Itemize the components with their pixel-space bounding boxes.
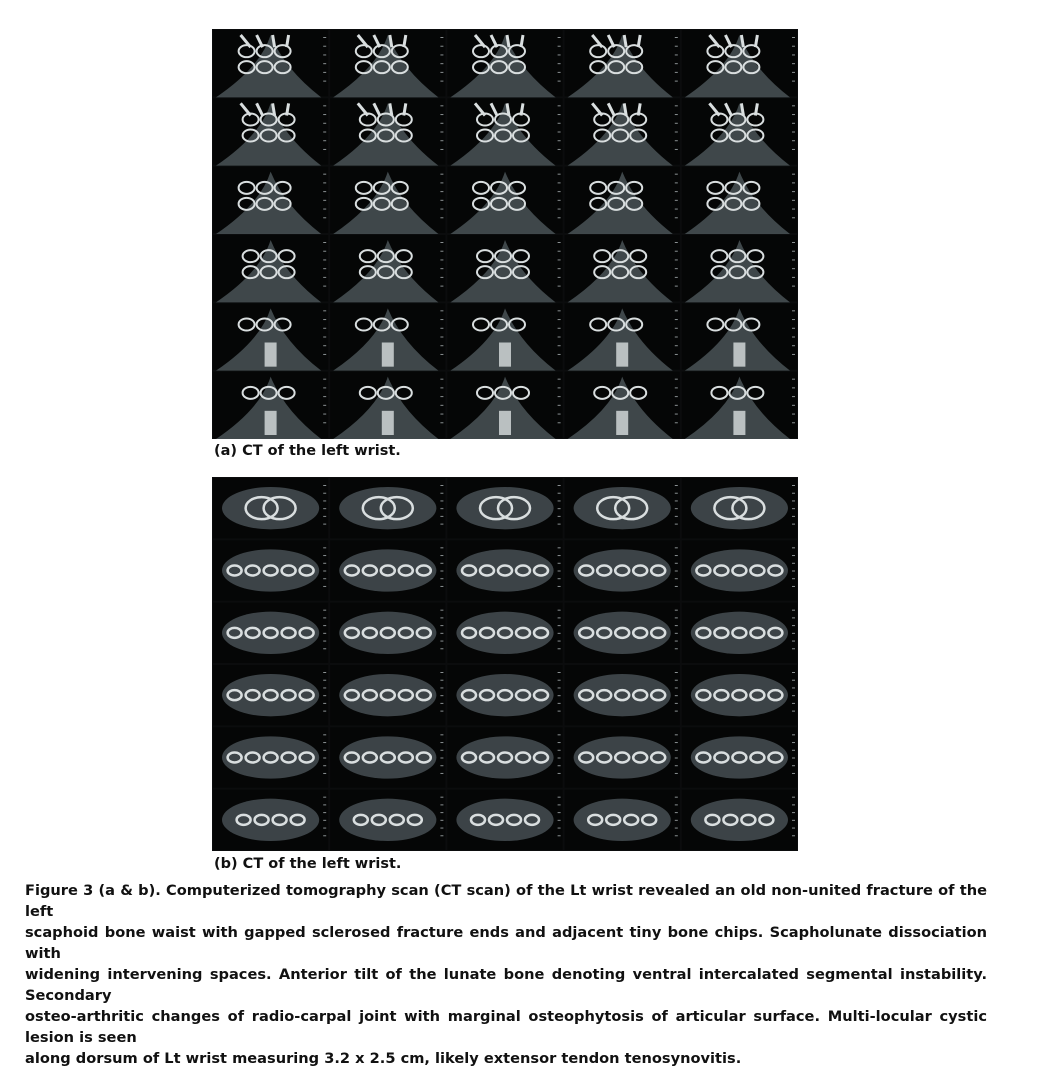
coronal-slice xyxy=(447,372,562,439)
coronal-slice xyxy=(447,235,562,302)
panel-b-caption: (b) CT of the left wrist. xyxy=(214,856,402,872)
figure-caption-line: Figure 3 (a & b). Computerized tomography scan (CT scan) of the Lt wrist revealed an old non-united fracture of the left xyxy=(25,882,987,920)
axial-slice xyxy=(682,478,797,538)
axial-slice xyxy=(330,540,445,600)
axial-slice xyxy=(447,603,562,663)
coronal-slice xyxy=(330,98,445,165)
coronal-slice xyxy=(330,303,445,370)
axial-slice xyxy=(213,603,328,663)
coronal-slice xyxy=(565,167,680,234)
coronal-slice xyxy=(213,98,328,165)
axial-slice xyxy=(682,665,797,725)
coronal-slice xyxy=(213,372,328,439)
coronal-slice xyxy=(682,303,797,370)
axial-slice xyxy=(213,790,328,850)
panel-a-caption: (a) CT of the left wrist. xyxy=(214,443,401,459)
figure-caption-line: widening intervening spaces. Anterior tilt of the lunate bone denoting ventral intercalated segmental instability. Secondary xyxy=(25,966,987,1004)
axial-slice xyxy=(682,727,797,787)
coronal-slice xyxy=(213,303,328,370)
axial-slice xyxy=(213,540,328,600)
axial-slice xyxy=(682,603,797,663)
coronal-slice xyxy=(213,235,328,302)
coronal-slice xyxy=(682,372,797,439)
axial-slice xyxy=(330,727,445,787)
axial-slice xyxy=(565,603,680,663)
coronal-slice xyxy=(330,167,445,234)
coronal-slice xyxy=(565,235,680,302)
figure-caption-line: scaphoid bone waist with gapped sclerosed fracture ends and adjacent tiny bone chips. Scapholunate dissociation with xyxy=(25,924,987,962)
axial-slice xyxy=(330,603,445,663)
coronal-slice xyxy=(213,30,328,97)
axial-slice xyxy=(330,665,445,725)
coronal-slice xyxy=(447,98,562,165)
axial-slice xyxy=(447,540,562,600)
coronal-slice xyxy=(330,235,445,302)
coronal-slice xyxy=(565,98,680,165)
figure-caption-line: along dorsum of Lt wrist measuring 3.2 x 2.5 cm, likely extensor tendon tenosynovitis. xyxy=(25,1050,742,1067)
axial-slice xyxy=(565,665,680,725)
axial-slice xyxy=(213,727,328,787)
axial-slice xyxy=(447,478,562,538)
coronal-slice xyxy=(682,235,797,302)
axial-slice xyxy=(682,790,797,850)
ct-film-coronal xyxy=(212,29,798,439)
coronal-slice xyxy=(213,167,328,234)
coronal-slice xyxy=(447,30,562,97)
axial-slice xyxy=(330,790,445,850)
axial-slice xyxy=(447,790,562,850)
coronal-slice xyxy=(682,98,797,165)
axial-slice xyxy=(447,665,562,725)
axial-slice xyxy=(565,727,680,787)
coronal-slice xyxy=(565,303,680,370)
coronal-slice xyxy=(682,167,797,234)
figure-caption xyxy=(25,880,987,1069)
coronal-slice xyxy=(565,372,680,439)
axial-slice xyxy=(565,540,680,600)
coronal-slice xyxy=(447,167,562,234)
ct-film-axial xyxy=(212,477,798,851)
coronal-slice xyxy=(330,372,445,439)
axial-slice xyxy=(565,478,680,538)
figure-caption-line: osteo-arthritic changes of radio-carpal joint with marginal osteophytosis of articular surface. Multi-locular cystic lesion is seen xyxy=(25,1008,987,1046)
coronal-slice xyxy=(682,30,797,97)
axial-slice xyxy=(682,540,797,600)
axial-slice xyxy=(330,478,445,538)
axial-slice xyxy=(213,665,328,725)
axial-slice xyxy=(565,790,680,850)
ct-film-coronal-image xyxy=(212,29,798,439)
coronal-slice xyxy=(447,303,562,370)
coronal-slice xyxy=(565,30,680,97)
ct-film-axial-image xyxy=(212,477,798,851)
axial-slice xyxy=(447,727,562,787)
coronal-slice xyxy=(330,30,445,97)
axial-slice xyxy=(213,478,328,538)
